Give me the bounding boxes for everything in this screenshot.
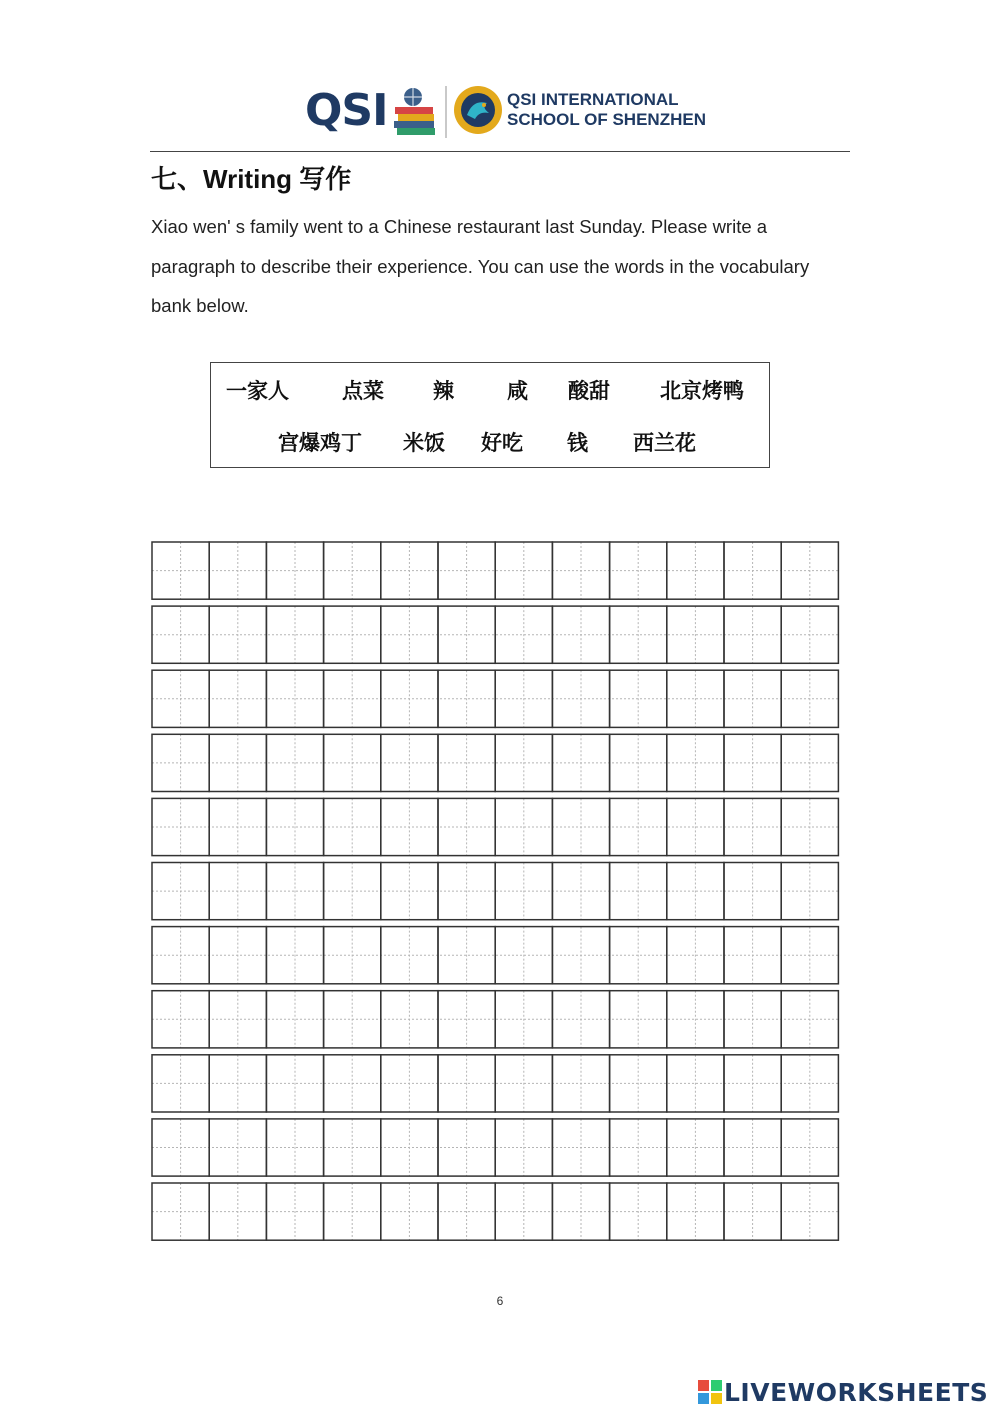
school-name-line1: QSI INTERNATIONAL (507, 90, 679, 109)
vocab-word: 一家人 (226, 379, 289, 403)
liveworksheets-watermark (698, 1376, 998, 1410)
books-globe-icon (389, 84, 441, 138)
vocab-word: 米饭 (403, 431, 445, 455)
vocab-word: 北京烤鸭 (660, 379, 744, 403)
vocab-word: 点菜 (342, 379, 384, 403)
vocab-word: 酸甜 (568, 379, 610, 403)
qsi-logo: QSI (305, 85, 388, 136)
page-number: 6 (496, 1294, 504, 1308)
vocab-word: 咸 (507, 379, 528, 403)
vocab-word: 好吃 (481, 431, 523, 455)
vocab-word: 西兰花 (633, 431, 696, 455)
header-divider (445, 86, 447, 138)
school-name (507, 90, 706, 130)
writing-grid (151, 541, 841, 1243)
liveworksheets-logo-icon (698, 1380, 722, 1404)
vocab-word: 宫爆鸡丁 (278, 431, 362, 455)
vocab-word: 钱 (567, 431, 588, 455)
school-seal-icon (453, 85, 503, 135)
vocab-word: 辣 (433, 379, 454, 403)
header-rule (150, 151, 850, 152)
liveworksheets-text: LIVEWORKSHEETS (724, 1378, 989, 1407)
school-name-line2: SCHOOL OF SHENZHEN (507, 110, 706, 129)
school-header (305, 82, 705, 140)
section-title: 七、Writing 写作 (151, 164, 352, 194)
vocabulary-bank (210, 362, 770, 468)
instructions: Xiao wen' s family went to a Chinese restaurant last Sunday. Please write a paragraph to describe their experience. You can use the words in the vocabulary bank below. (151, 216, 810, 316)
